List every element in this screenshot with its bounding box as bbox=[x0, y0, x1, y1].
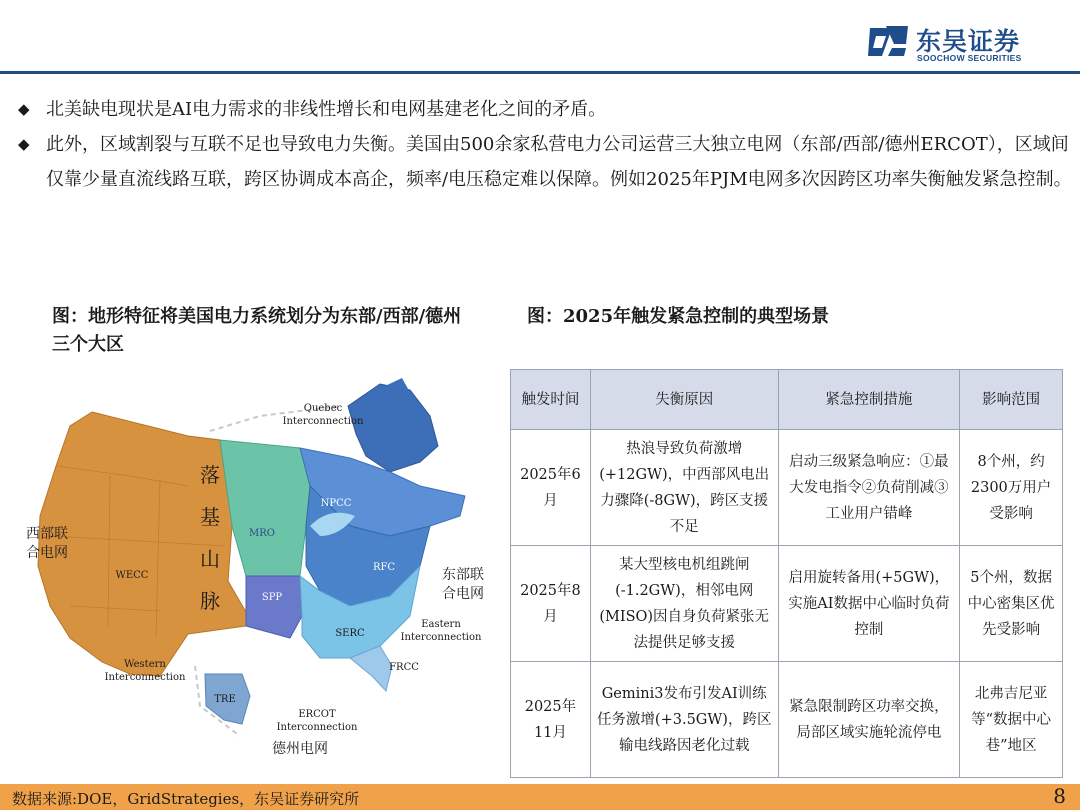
spp-label: SPP bbox=[261, 592, 283, 603]
cell-impact: 北弗吉尼亚等“数据中心巷”地区 bbox=[960, 662, 1063, 778]
cell-impact: 5个州，数据中心密集区优先受影响 bbox=[960, 546, 1063, 662]
east-grid-label-line1: 东部联 bbox=[442, 567, 484, 583]
diamond-bullet-icon: ◆ bbox=[18, 135, 30, 153]
east-grid-label bbox=[428, 566, 498, 604]
cell-cause: 某大型核电机组跳闸(-1.2GW)，相邻电网(MISO)因自身负荷紧张无法提供足够支援 bbox=[590, 546, 778, 662]
rfc-label: RFC bbox=[372, 562, 396, 573]
cell-measures: 启动三级紧急响应：①最大发电指令②负荷削减③工业用户错峰 bbox=[778, 430, 960, 546]
rocky-char: 脉 bbox=[200, 589, 220, 613]
emergency-control-table bbox=[510, 369, 1063, 778]
cell-measures: 紧急限制跨区功率交换，局部区域实施轮流停电 bbox=[778, 662, 960, 778]
quebec-label: Quebec Interconnection bbox=[282, 403, 364, 427]
bullet-item bbox=[12, 92, 1072, 127]
cell-time: 2025年11月 bbox=[511, 662, 591, 778]
rocky-char: 基 bbox=[200, 505, 220, 529]
footer-bar bbox=[0, 784, 1080, 810]
eastern-interconnection-label: Eastern Interconnection bbox=[400, 619, 482, 643]
cell-cause: 热浪导致负荷激增(+12GW)，中西部风电出力骤降(-8GW)，跨区支援不足 bbox=[590, 430, 778, 546]
cell-cause: Gemini3发布引发AI训练任务激增(+3.5GW)，跨区输电线路因老化过载 bbox=[590, 662, 778, 778]
cell-measures: 启用旋转备用(+5GW)，实施AI数据中心临时负荷控制 bbox=[778, 546, 960, 662]
table-row bbox=[511, 430, 1063, 546]
wecc-label: WECC bbox=[115, 570, 149, 581]
diamond-bullet-icon: ◆ bbox=[18, 100, 30, 118]
header-cell-cause: 失衡原因 bbox=[590, 370, 778, 430]
brand-name-cn: 东吴证券 bbox=[916, 27, 1021, 56]
brand-logo bbox=[866, 22, 1066, 64]
map-svg bbox=[10, 376, 500, 766]
figure-caption-left: 图：地形特征将美国电力系统划分为东部/西部/德州三个大区 bbox=[52, 306, 462, 355]
bullet-text: 此外，区域割裂与互联不足也导致电力失衡。美国由500余家私营电力公司运营三大独立电网（东部/西部/德州ERCOT），区域间仅靠少量直流线路互联，跨区协调成本高企，频率/电压稳定难以保障。例如2025年PJM电网多次因跨区功率失衡触发紧急控制。 bbox=[46, 134, 1072, 190]
data-source: 数据来源:DOE，GridStrategies，东吴证券研究所 bbox=[12, 790, 360, 808]
texas-grid-label: 德州电网 bbox=[272, 741, 328, 757]
ercot-interconnection-label: ERCOT Interconnection bbox=[276, 709, 358, 733]
header-rule bbox=[0, 71, 1080, 74]
west-grid-label bbox=[12, 525, 82, 563]
mro-region bbox=[220, 440, 310, 582]
bullet-text: 北美缺电现状是AI电力需求的非线性增长和电网基建老化之间的矛盾。 bbox=[46, 99, 607, 120]
west-grid-label-line1: 西部联 bbox=[26, 526, 68, 542]
western-interconnection-label: Western Interconnection bbox=[104, 659, 186, 683]
header-cell-impact: 影响范围 bbox=[960, 370, 1063, 430]
table-header-row bbox=[511, 370, 1063, 430]
frcc-label: FRCC bbox=[389, 662, 419, 673]
soochow-logo-icon bbox=[866, 22, 910, 60]
rocky-mountains-label bbox=[196, 462, 224, 614]
cell-impact: 8个州，约2300万用户受影响 bbox=[960, 430, 1063, 546]
tre-label: TRE bbox=[214, 694, 236, 705]
east-grid-label-line2: 合电网 bbox=[442, 586, 484, 602]
brand-name-en: SOOCHOW SECURITIES bbox=[917, 53, 1022, 63]
us-grid-map bbox=[10, 376, 500, 766]
bullet-list bbox=[12, 92, 1072, 197]
quebec-region bbox=[348, 384, 438, 472]
cell-time: 2025年8月 bbox=[511, 546, 591, 662]
mro-label: MRO bbox=[249, 528, 275, 539]
table-row bbox=[511, 662, 1063, 778]
page-number: 8 bbox=[1053, 784, 1066, 808]
rocky-char: 山 bbox=[200, 547, 220, 571]
header-cell-measures: 紧急控制措施 bbox=[778, 370, 960, 430]
figure-caption-right: 图：2025年触发紧急控制的典型场景 bbox=[527, 306, 830, 327]
west-grid-label-line2: 合电网 bbox=[26, 545, 68, 561]
npcc-label: NPCC bbox=[320, 498, 352, 509]
header-cell-time: 触发时间 bbox=[511, 370, 591, 430]
spp-region bbox=[246, 576, 302, 638]
bullet-item bbox=[12, 127, 1072, 197]
table-row bbox=[511, 546, 1063, 662]
cell-time: 2025年6月 bbox=[511, 430, 591, 546]
rocky-char: 落 bbox=[200, 463, 220, 487]
serc-label: SERC bbox=[335, 628, 365, 639]
